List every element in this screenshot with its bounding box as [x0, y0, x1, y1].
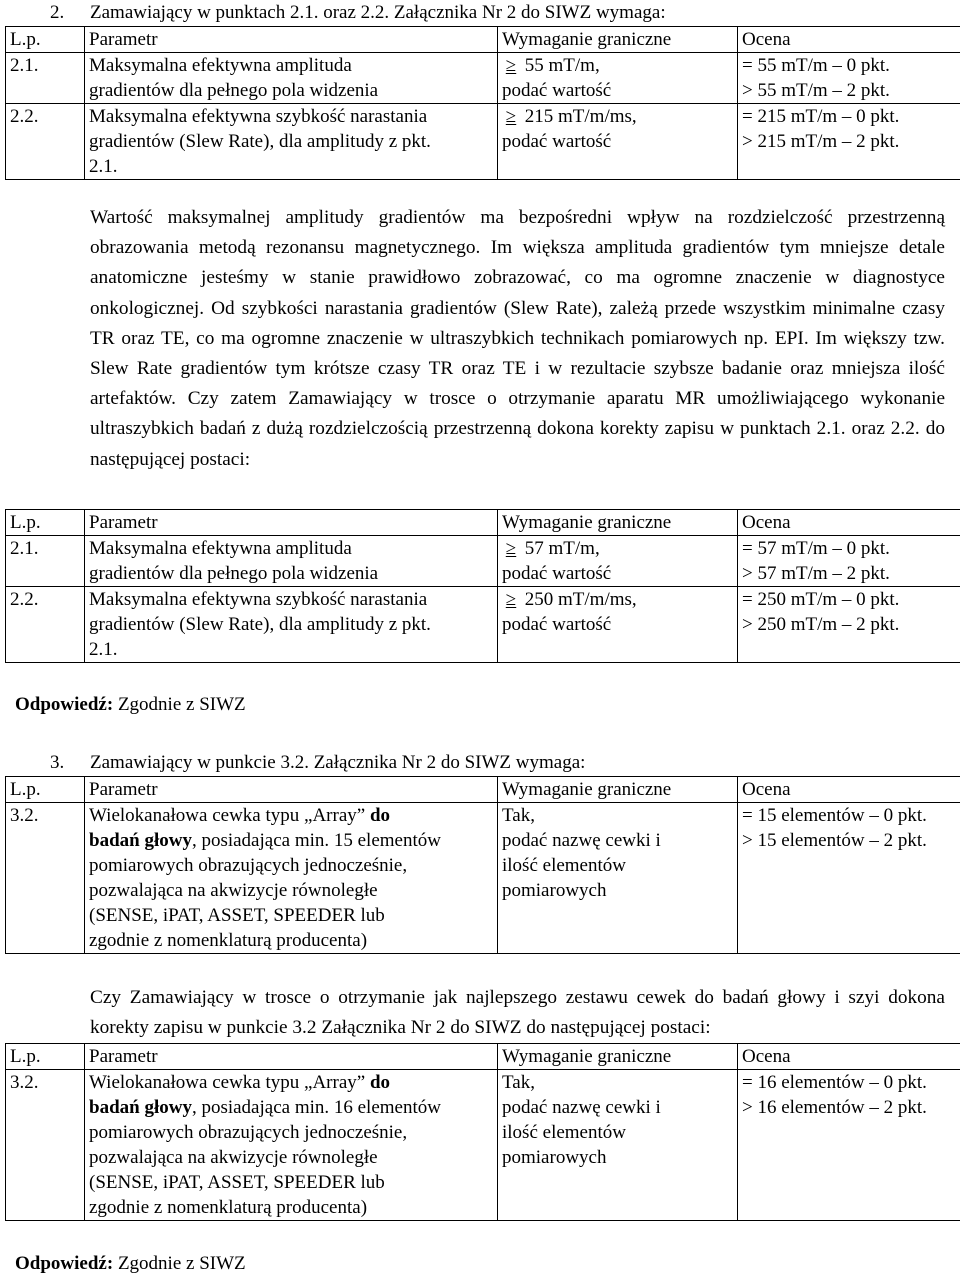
row-score: = 16 elementów – 0 pkt. > 16 elementów – 2 pkt. [738, 1070, 960, 1221]
requirement-text: 215 mT/m/ms, podać wartość [502, 106, 637, 152]
table-header-row [6, 27, 960, 53]
row-requirement: Tak, podać nazwę cewki i ilość elementów pomiarowych [498, 1070, 738, 1221]
row-parameter: Maksymalna efektywna szybkość narastania gradientów (Slew Rate), dla amplitudy z pkt. 2.1. [85, 587, 498, 663]
row-requirement [498, 587, 738, 663]
row-requirement [498, 536, 738, 587]
row-lp: 3.2. [6, 803, 85, 954]
section-3-original-table [5, 776, 960, 954]
answer-label: Odpowiedź: [15, 1253, 114, 1274]
parameter-bold-do: do [369, 805, 391, 826]
column-parameter-header: Parametr [85, 27, 498, 53]
column-lp-header: L.p. [6, 777, 85, 803]
answer-text: Zgodnie z SIWZ [113, 1253, 246, 1274]
column-lp-header: L.p. [6, 1044, 85, 1070]
section-2-heading-text: Zamawiający w punktach 2.1. oraz 2.2. Załącznika Nr 2 do SIWZ wymaga: [90, 2, 666, 23]
section-3-heading [50, 750, 585, 775]
requirement-text: 57 mT/m, podać wartość [502, 538, 612, 584]
ge-symbol: ≥ [505, 538, 517, 559]
row-requirement: Tak, podać nazwę cewki i ilość elementów pomiarowych [498, 803, 738, 954]
column-lp-header: L.p. [6, 27, 85, 53]
parameter-text-c: , posiadająca min. 15 elementów pomiarowych obrazujących jednocześnie, pozwalająca na akwizycje równoległe (SENSE, iPAT, ASSET, SPEEDER lub zgodnie z nomenklaturą producenta) [89, 830, 441, 951]
section-3-heading-text: Zamawiający w punkcie 3.2. Załącznika Nr 2 do SIWZ wymaga: [90, 752, 586, 773]
row-parameter [85, 1070, 498, 1221]
row-score: = 215 mT/m – 0 pkt. > 215 mT/m – 2 pkt. [738, 104, 960, 180]
row-requirement [498, 104, 738, 180]
parameter-bold-head: badań głowy [89, 1097, 192, 1118]
table-header-row [6, 510, 960, 536]
row-lp: 2.2. [6, 587, 85, 663]
answer-text: Zgodnie z SIWZ [113, 694, 246, 715]
ge-symbol: ≥ [505, 55, 517, 76]
row-score: = 57 mT/m – 0 pkt. > 57 mT/m – 2 pkt. [738, 536, 960, 587]
column-score-header: Ocena [738, 777, 960, 803]
column-requirement-header: Wymaganie graniczne [498, 1044, 738, 1070]
table-row [6, 803, 960, 954]
section-3-answer [15, 1251, 246, 1276]
row-parameter: Maksymalna efektywna amplituda gradientów dla pełnego pola widzenia [85, 536, 498, 587]
table-header-row [6, 777, 960, 803]
table-row [6, 53, 960, 104]
parameter-bold-head: badań głowy [89, 830, 192, 851]
ge-symbol: ≥ [505, 589, 517, 610]
row-lp: 3.2. [6, 1070, 85, 1221]
row-parameter [85, 803, 498, 954]
row-score: = 55 mT/m – 0 pkt. > 55 mT/m – 2 pkt. [738, 53, 960, 104]
column-parameter-header: Parametr [85, 1044, 498, 1070]
answer-label: Odpowiedź: [15, 694, 114, 715]
row-score: = 250 mT/m – 0 pkt. > 250 mT/m – 2 pkt. [738, 587, 960, 663]
section-2-proposed-table [5, 509, 960, 663]
table-row [6, 536, 960, 587]
column-parameter-header: Parametr [85, 510, 498, 536]
section-2-question: Wartość maksymalnej amplitudy gradientów ma bezpośredni wpływ na rozdzielczość przestrzenną obrazowania metodą rezonansu magnetycznego. Im większa amplituda gradientów tym mniejsze detale anatomiczne jesteśmy w stanie prawidłowo zobrazować, co ma ogromne znaczenie w diagnostyce onkologicznej. Od szybkości narastania gradientów (Slew Rate), zależą przede wszystkim minimalne czasy TR oraz TE, co ma ogromne znaczenie w ultraszybkich technikach pomiarowych np. EPI. Im większy tzw. Slew Rate gradientów tym krótsze czasy TR oraz TE i w rezultacie szybsze badanie oraz mniejsza ilość artefaktów. Czy zatem Zamawiający w trosce o otrzymanie aparatu MR umożliwiającego wykonanie ultraszybkich badań z dużą rozdzielczością przestrzenną dokona korekty zapisu w punktach 2.1. oraz 2.2. do następującej postaci: [90, 207, 945, 470]
parameter-text-c: , posiadająca min. 16 elementów pomiarowych obrazujących jednocześnie, pozwalająca na akwizycje równoległe (SENSE, iPAT, ASSET, SPEEDER lub zgodnie z nomenklaturą producenta) [89, 1097, 441, 1218]
ge-symbol: ≥ [505, 106, 517, 127]
row-lp: 2.2. [6, 104, 85, 180]
column-requirement-header: Wymaganie graniczne [498, 27, 738, 53]
table-row [6, 1070, 960, 1221]
section-3-proposed-table [5, 1043, 960, 1221]
row-lp: 2.1. [6, 536, 85, 587]
table-row [6, 104, 960, 180]
table-header-row [6, 1044, 960, 1070]
row-score: = 15 elementów – 0 pkt. > 15 elementów – 2 pkt. [738, 803, 960, 954]
row-requirement [498, 53, 738, 104]
parameter-text-a: Wielokanałowa cewka typu „Array” [89, 1072, 370, 1093]
column-parameter-header: Parametr [85, 777, 498, 803]
section-3-number: 3. [50, 752, 65, 773]
column-score-header: Ocena [738, 27, 960, 53]
row-parameter: Maksymalna efektywna szybkość narastania gradientów (Slew Rate), dla amplitudy z pkt. 2.1. [85, 104, 498, 180]
parameter-bold-do: do [369, 1072, 391, 1093]
column-requirement-header: Wymaganie graniczne [498, 777, 738, 803]
requirement-text: 55 mT/m, podać wartość [502, 55, 612, 101]
column-score-header: Ocena [738, 510, 960, 536]
parameter-text-a: Wielokanałowa cewka typu „Array” [89, 805, 370, 826]
requirement-text: 250 mT/m/ms, podać wartość [502, 589, 637, 635]
section-2-heading [50, 0, 666, 25]
column-lp-header: L.p. [6, 510, 85, 536]
column-score-header: Ocena [738, 1044, 960, 1070]
section-2-original-table [5, 26, 960, 180]
section-2-answer [15, 692, 246, 717]
row-parameter: Maksymalna efektywna amplituda gradientów dla pełnego pola widzenia [85, 53, 498, 104]
section-3-question: Czy Zamawiający w trosce o otrzymanie jak najlepszego zestawu cewek do badań głowy i szyi dokona korekty zapisu w punkcie 3.2 Załącznika Nr 2 do SIWZ do następującej postaci: [90, 987, 945, 1038]
section-2-number: 2. [50, 2, 65, 23]
row-lp: 2.1. [6, 53, 85, 104]
table-row [6, 587, 960, 663]
column-requirement-header: Wymaganie graniczne [498, 510, 738, 536]
